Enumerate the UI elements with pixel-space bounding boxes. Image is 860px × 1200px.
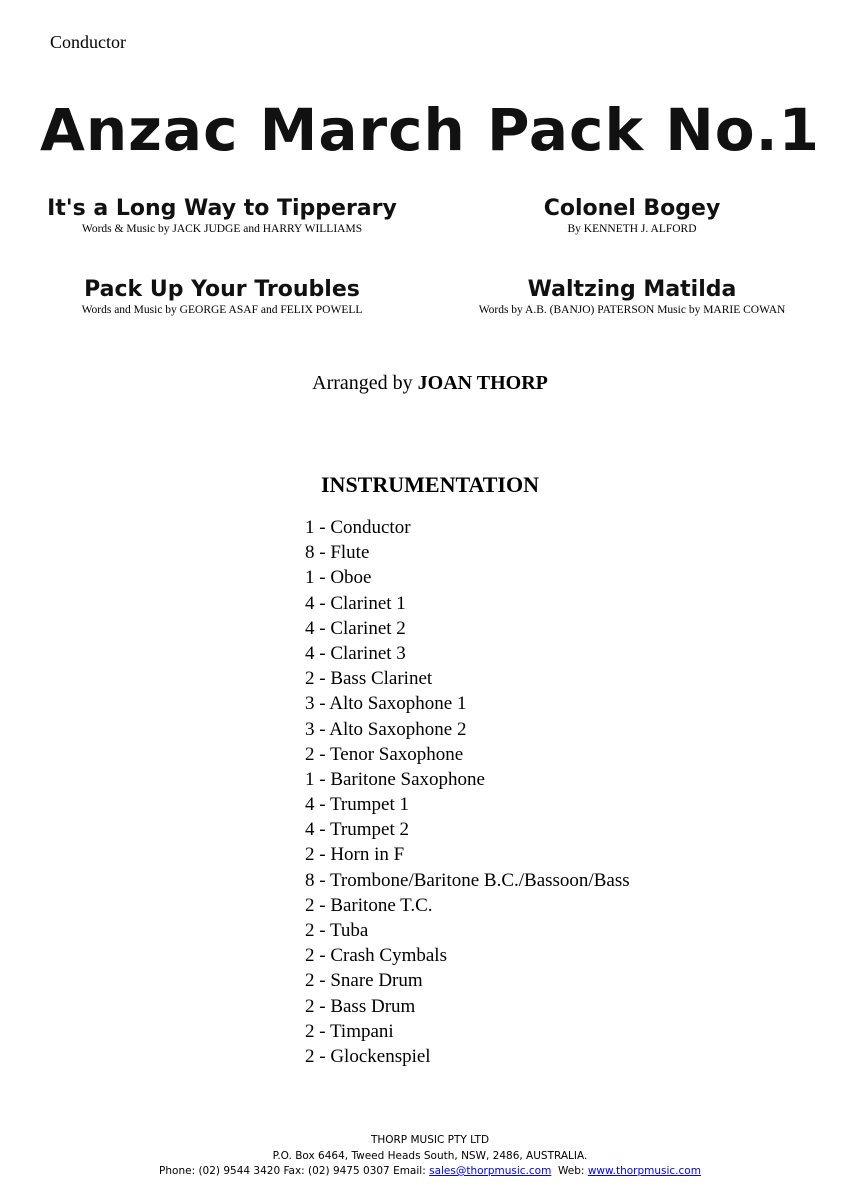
arranger-prefix: Arranged by [312,372,413,394]
footer-address: P.O. Box 6464, Tweed Heads South, NSW, 2486, AUSTRALIA. [272,1149,588,1162]
song-title: Waltzing Matilda [527,277,737,302]
instrumentation-heading: INSTRUMENTATION [321,472,539,497]
instrument-item: 1 - Baritone Saxophone [305,768,485,790]
instrument-item: 8 - Flute [305,542,370,564]
song-block [12,196,432,235]
web-label: Web: [558,1165,585,1177]
instrument-item: 2 - Glockenspiel [305,1045,431,1067]
instrument-item: 2 - Tuba [305,920,369,941]
instrument-item: 1 - Oboe [305,567,372,589]
arranger-line [0,372,860,395]
song-block [422,277,842,316]
song-block [12,277,432,316]
song-credit: Words and Music by GEORGE ASAF and FELIX POWELL [81,304,363,316]
song-title: It's a Long Way to Tipperary [47,196,397,221]
instrument-item: 1 - Conductor [305,517,411,538]
email-link[interactable]: sales@thorpmusic.com [429,1165,552,1177]
song-title: Pack Up Your Troubles [84,277,360,302]
instrument-item: 2 - Horn in F [305,844,405,866]
arranger-name: JOAN THORP [417,372,548,394]
footer-phone-fax: Phone: (02) 9544 3420 Fax: (02) 9475 0307 Email: [159,1165,426,1177]
footer-contact [0,1164,860,1180]
instrument-item: 3 - Alto Saxophone 2 [305,718,467,740]
song-block [422,196,842,235]
footer [0,1133,860,1180]
instrument-item: 2 - Bass Clarinet [305,668,433,690]
instrument-item: 4 - Clarinet 2 [305,617,406,639]
instrument-item: 2 - Bass Drum [305,995,416,1017]
song-credit: Words & Music by JACK JUDGE and HARRY WILLIAMS [81,223,363,235]
instrument-item: 2 - Crash Cymbals [305,945,447,967]
footer-company: THORP MUSIC PTY LTD [370,1134,490,1146]
instrument-item: 2 - Timpani [305,1020,394,1042]
instrument-item: 2 - Snare Drum [305,970,423,992]
page-title: Anzac March Pack No.1 [40,96,820,164]
instrument-item: 4 - Clarinet 1 [305,592,406,614]
instrument-item: 4 - Clarinet 3 [305,642,406,664]
song-credit: Words by A.B. (BANJO) PATERSON Music by MARIE COWAN [478,304,786,316]
instrument-item: 4 - Trumpet 2 [305,819,409,841]
part-label: Conductor [50,32,126,52]
instrument-item: 2 - Tenor Saxophone [305,743,464,765]
instrument-item: 4 - Trumpet 1 [305,794,409,816]
instrument-item: 3 - Alto Saxophone 1 [305,693,467,715]
instrument-item: 2 - Baritone T.C. [305,894,433,916]
song-credit: By KENNETH J. ALFORD [567,223,697,235]
instrument-item: 8 - Trombone/Baritone B.C./Bassoon/Bass [305,869,630,891]
web-link[interactable]: www.thorpmusic.com [587,1165,701,1177]
instrumentation-list [305,515,630,1069]
song-title: Colonel Bogey [543,196,721,221]
